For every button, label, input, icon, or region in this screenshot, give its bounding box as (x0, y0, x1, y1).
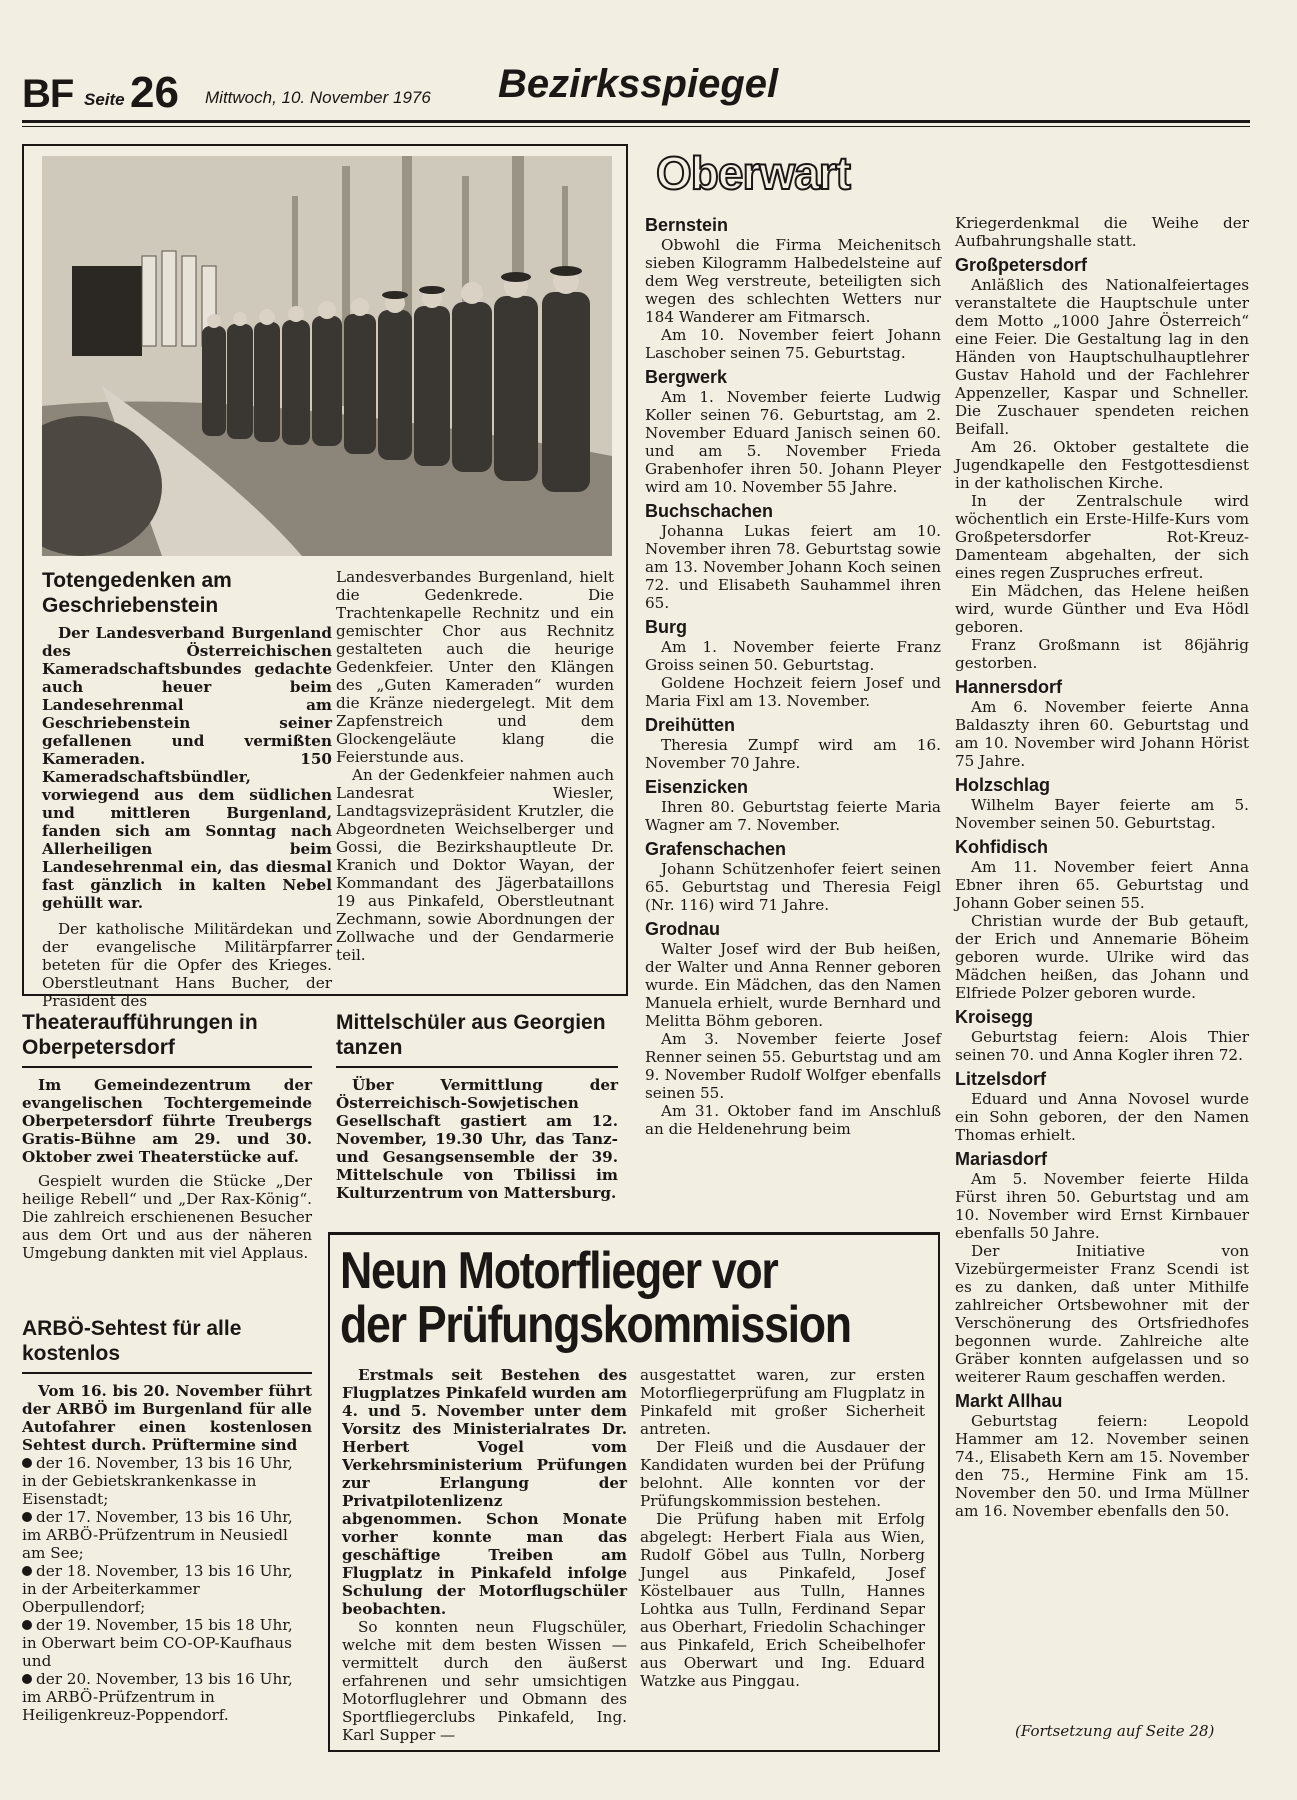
local-news-entry (955, 1148, 1249, 1386)
local-news-entry (645, 918, 941, 1138)
totengedenken-col1 (42, 568, 332, 1010)
totengedenken-col2 (336, 568, 614, 964)
local-news-paragraph: Am 3. November feierte Josef Renner seinen 55. Geburtstag und am 9. November Rudolf Wolfger ebenfalls seinen 55. (645, 1030, 941, 1102)
oberwart-col2-list (955, 214, 1249, 1520)
local-news-paragraph: Franz Großmann ist 86jährig gestorben. (955, 636, 1249, 672)
section-title: Bezirksspiegel (498, 62, 779, 106)
local-news-paragraph: Am 1. November feierte Ludwig Koller seinen 76. Geburtstag, am 2. November Eduard Janisch seinen 60. und am 5. November Frieda Grabenhofer ihren 50. Johann Pleyer wird am 10. November 55 Jahre. (645, 388, 941, 496)
local-news-paragraph: Geburtstag feiern: Leopold Hammer am 12. November seinen 74., Elisabeth Kern am 15. November den 75., Hermine Fink am 15. November den 50. und Irma Müllner am 16. November ebenfalls den 50. (955, 1412, 1249, 1520)
local-news-entry (955, 1390, 1249, 1520)
local-news-paragraph: Johanna Lukas feiert am 10. November ihren 78. Geburtstag sowie am 13. November Johann Koch seinen 72. und Elisabeth Sauhammel ihren 65. (645, 522, 941, 612)
theater-article (22, 1010, 312, 1262)
theater-rule (22, 1066, 312, 1068)
arboe-item: der 20. November, 13 bis 16 Uhr, im ARBÖ-Prüfzentrum in Heiligenkreuz-Poppendorf. (22, 1670, 293, 1724)
local-news-paragraph: Kriegerdenkmal die Weihe der Aufbahrungshalle statt. (955, 214, 1249, 250)
motorflieger-title (340, 1244, 851, 1352)
place-heading: Dreihütten (645, 715, 735, 735)
place-heading: Holzschlag (955, 775, 1051, 795)
local-news-paragraph: Am 10. November feiert Johann Laschober seinen 75. Geburtstag. (645, 326, 941, 362)
bullet-icon (22, 1512, 32, 1522)
bullet-icon (22, 1620, 32, 1630)
place-heading: Kroisegg (955, 1007, 1034, 1027)
local-news-entry (645, 500, 941, 612)
continuation-note: (Fortsetzung auf Seite 28) (1015, 1722, 1215, 1740)
local-news-entry (645, 714, 941, 772)
local-news-paragraph: Walter Josef wird der Bub heißen, der Walter und Anna Renner geboren wurde. Ein Mädchen, das den Namen Manuela erhielt, wurde Bernhard und Melitta Böhm geboren. (645, 940, 941, 1030)
local-news-paragraph: Geburtstag feiern: Alois Thier seinen 70. und Anna Kogler ihren 72. (955, 1028, 1249, 1064)
local-news-paragraph: Anläßlich des Nationalfeiertages veranstaltete die Hauptschule unter dem Motto „1000 Jahre Österreich“ eine Feier. Die Gestaltung lag in den Händen von Hauptschulhauptlehrer Gustav Hahold und der Fachlehrer Appenzeller, Kaspar und Schneller. Die Zuschauer spendeten reichen Beifall. (955, 276, 1249, 438)
header-rule-thin (22, 126, 1250, 127)
local-news-paragraph: Christian wurde der Bub getauft, der Erich und Annemarie Böheim geboren wurde. Ulrike wird das Mädchen heißen, das Johann und Elfriede Polzer geboren wurde. (955, 912, 1249, 1002)
place-heading: Eisenzicken (645, 777, 749, 797)
place-heading: Litzelsdorf (955, 1069, 1047, 1089)
local-news-entry (955, 676, 1249, 770)
local-news-entry (645, 776, 941, 834)
totengedenken-p1: Der katholische Militärdekan und der evangelische Militärpfarrer beteten für die Opfer des Krieges. Oberstleutnant Hans Bucher, der Präsident des (42, 920, 332, 1010)
place-heading: Markt Allhau (955, 1391, 1063, 1411)
local-news-entry (955, 774, 1249, 832)
mittelschueler-title: Mittelschüler aus Georgien tanzen (336, 1011, 606, 1059)
place-heading: Großpetersdorf (955, 255, 1088, 275)
place-heading: Grafenschachen (645, 839, 787, 859)
arboe-title: ARBÖ-Sehtest für alle kostenlos (22, 1317, 242, 1365)
oberwart-col2 (955, 214, 1249, 1520)
local-news-paragraph: Am 31. Oktober fand im Anschluß an die Heldenehrung beim (645, 1102, 941, 1138)
oberwart-title: Oberwart (656, 147, 850, 199)
place-heading: Mariasdorf (955, 1149, 1048, 1169)
theater-title: Theateraufführungen in Oberpetersdorf (22, 1011, 258, 1059)
issue-date: Mittwoch, 10. November 1976 (205, 88, 431, 107)
place-heading: Burg (645, 617, 687, 637)
motorflieger-col1 (342, 1366, 627, 1744)
arboe-rule (22, 1372, 312, 1374)
local-news-paragraph: Theresia Zumpf wird am 16. November 70 Jahre. (645, 736, 941, 772)
local-news-paragraph: Goldene Hochzeit feiern Josef und Maria Fixl am 13. November. (645, 674, 941, 710)
motorflieger-title-line2: der Prüfungskommission (340, 1296, 851, 1354)
totengedenken-lead: Der Landesverband Burgenland des Österreichischen Kameradschaftsbundes gedachte auch heuer beim Landesehrenmal am Geschriebenstein seiner gefallenen und vermißten Kameraden. 150 Kameradschaftsbündler, vorwiegend aus dem südlichen und mittleren Burgenland, fanden sich am Sonntag nach Allerheiligen beim Landesehrenmal ein, das diesmal fast gänzlich in kalten Nebel gehüllt war. (42, 624, 332, 912)
motorflieger-p1-cont: ausgestattet waren, zur ersten Motorfliegerprüfung am Flugplatz in Pinkafeld mit großer Sicherheit antreten. (640, 1366, 925, 1438)
arboe-article (22, 1316, 312, 1724)
local-news-entry (645, 366, 941, 496)
local-news-entry (955, 254, 1249, 672)
local-news-paragraph: In der Zentralschule wird wöchentlich ein Erste-Hilfe-Kurs vom Großpetersdorfer Rot-Kreuz-Damenteam abgehalten, der sich eines regen Zuspruches erfreut. (955, 492, 1249, 582)
place-heading: Hannersdorf (955, 677, 1063, 697)
masthead-logo: BF (22, 72, 74, 116)
totengedenken-title: Totengedenken am Geschriebenstein (42, 569, 232, 617)
motorflieger-lead: Erstmals seit Bestehen des Flugplatzes Pinkafeld wurden am 4. und 5. November unter dem Vorsitz des Ministerialrates Dr. Herbert Vogel vom Verkehrsministerium Prüfungen zur Erlangung der Privatpilotenlizenz abgenommen. Schon Monate vorher konnte man das geschäftige Treiben am Flugplatz in Pinkafeld infolge Schulung der Motorflugschüler beobachten. (342, 1366, 627, 1618)
memorial-photo (42, 156, 612, 556)
totengedenken-p2: An der Gedenkfeier nahmen auch Landesrat Wiesler, Landtagsvizepräsident Krutzler, die Abgeordneten Weichselberger und Gossi, die Bezirkshauptleute Dr. Kranich und Doktor Wayan, der Kommandant des Jägerbataillons 19 aus Pinkafeld, Oberstleutnant Zechmann, sowie Abordnungen der Zollwache und der Gendarmerie teil. (336, 766, 614, 964)
arboe-item: der 19. November, 15 bis 18 Uhr, in Oberwart beim CO-OP-Kaufhaus und (22, 1616, 293, 1670)
place-heading: Kohfidisch (955, 837, 1048, 857)
local-news-entry (955, 214, 1249, 250)
local-news-entry (645, 616, 941, 710)
bullet-icon (22, 1566, 32, 1576)
local-news-paragraph: Johann Schützenhofer feiert seinen 65. Geburtstag und Theresia Feigl (Nr. 116) wird 71 Jahre. (645, 860, 941, 914)
local-news-paragraph: Der Initiative von Vizebürgermeister Franz Scendi ist es zu danken, daß unter Mithilfe zahlreicher Ortsbewohner mit der Verschönerung des Ortsfriedhofes begonnen wurde. Zahlreiche alte Gräber konnten aufgelassen und so weiterer Raum geschaffen werden. (955, 1242, 1249, 1386)
local-news-paragraph: Eduard und Anna Novosel wurde ein Sohn geboren, der den Namen Thomas erhielt. (955, 1090, 1249, 1144)
motorflieger-title-line1: Neun Motorflieger vor (340, 1242, 778, 1300)
local-news-paragraph: Wilhelm Bayer feierte am 5. November seinen 50. Geburtstag. (955, 796, 1249, 832)
motorflieger-p3: Die Prüfung haben mit Erfolg abgelegt: Herbert Fiala aus Wien, Rudolf Göbel aus Tulln, Norberg Jungel aus Pinkafeld, Josef Köstelbauer aus Tulln, Hannes Lohtka aus Tulln, Ferdinand Separ aus Oberhart, Friedolin Schachinger aus Pinkafeld, Erich Scheibelhofer aus Oberwart und Ing. Eduard Watzke aus Pinggau. (640, 1510, 925, 1690)
motorflieger-p2: Der Fleiß und die Ausdauer der Kandidaten wurden bei der Prüfung belohnt. Alle konnten vor der Prüfungskommission bestehen. (640, 1438, 925, 1510)
place-heading: Buchschachen (645, 501, 774, 521)
local-news-entry (955, 1068, 1249, 1144)
place-heading: Bernstein (645, 215, 729, 235)
local-news-entry (955, 1006, 1249, 1064)
place-heading: Bergwerk (645, 367, 728, 387)
local-news-paragraph: Ihren 80. Geburtstag feierte Maria Wagner am 7. November. (645, 798, 941, 834)
local-news-paragraph: Am 6. November feierte Anna Baldaszty ihren 60. Geburtstag und am 10. November wird Johann Hörist 75 Jahre. (955, 698, 1249, 770)
theater-lead: Im Gemeindezentrum der evangelischen Tochtergemeinde Oberpetersdorf führte Treubergs Gratis-Bühne am 29. und 30. Oktober zwei Theaterstücke auf. (22, 1076, 312, 1166)
local-news-paragraph: Am 11. November feiert Anna Ebner ihren 65. Geburtstag und Johann Gober seinen 55. (955, 858, 1249, 912)
oberwart-col1 (645, 210, 941, 1138)
oberwart-col1-list (645, 214, 941, 1138)
local-news-paragraph: Am 26. Oktober gestaltete die Jugendkapelle den Festgottesdienst in der katholischen Kirche. (955, 438, 1249, 492)
local-news-entry (955, 836, 1249, 1002)
local-news-paragraph: Obwohl die Firma Meichenitsch sieben Kilogramm Halbedelsteine auf dem Weg verstreute, beteiligten sich wegen des schlechten Wetters nur 184 Wanderer am Fitmarsch. (645, 236, 941, 326)
local-news-paragraph: Am 5. November feierte Hilda Fürst ihren 50. Geburtstag und am 10. November wird Ernst Kirnbauer ebenfalls 50 Jahre. (955, 1170, 1249, 1242)
local-news-paragraph: Am 1. November feierte Franz Groiss seinen 50. Geburtstag. (645, 638, 941, 674)
local-news-entry (645, 838, 941, 914)
motorflieger-p1: So konnten neun Flugschüler, welche mit dem besten Wissen — vermittelt durch den äußerst erfahrenen und sehr umsichtigen Motorfluglehrer und Obmann des Sportfliegerclubs Pinkafeld, Ing. Karl Supper — (342, 1618, 627, 1744)
theater-p1: Gespielt wurden die Stücke „Der heilige Rebell“ und „Der Rax-König“. Die zahlreich erschienenen Besucher aus dem Ort und aus der näheren Umgebung dankten mit viel Applaus. (22, 1172, 312, 1262)
header-rule (22, 120, 1250, 123)
mittelschueler-article (336, 1010, 618, 1202)
page-label: Seite (84, 90, 125, 109)
arboe-item: der 16. November, 13 bis 16 Uhr, in der Gebietskrankenkasse in Eisenstadt; (22, 1454, 293, 1508)
totengedenken-p1-cont: Landesverbandes Burgenland, hielt die Gedenkrede. Die Trachtenkapelle Rechnitz und ein gemischter Chor aus Rechnitz gestalteten auch die heurige Gedenkfeier. Unter den Klängen des „Guten Kameraden“ wurden die Kränze niedergelegt. Mit dem Zapfenstreich und dem Glockengeläute klang die Feierstunde aus. (336, 568, 614, 766)
arboe-item: der 17. November, 13 bis 16 Uhr, im ARBÖ-Prüfzentrum in Neusiedl am See; (22, 1508, 293, 1562)
mittelschueler-rule (336, 1066, 618, 1068)
local-news-entry (645, 214, 941, 362)
arboe-item: der 18. November, 13 bis 16 Uhr, in der Arbeiterkammer Oberpullendorf; (22, 1562, 293, 1616)
arboe-lead: Vom 16. bis 20. November führt der ARBÖ im Burgenland für alle Autofahrer einen kostenlosen Sehtest durch. Prüftermine sind (22, 1382, 312, 1454)
bullet-icon (22, 1458, 32, 1468)
local-news-paragraph: Ein Mädchen, das Helene heißen wird, wurde Günther und Eva Hödl geboren. (955, 582, 1249, 636)
mittelschueler-lead: Über Vermittlung der Österreichisch-Sowjetischen Gesellschaft gastiert am 12. November, 19.30 Uhr, das Tanz- und Gesangsensemble der 39. Mittelschule von Tbilissi im Kulturzentrum von Mattersburg. (336, 1076, 618, 1202)
place-heading: Grodnau (645, 919, 720, 939)
motorflieger-col2 (640, 1366, 925, 1690)
page-number: 26 (130, 68, 179, 117)
bullet-icon (22, 1674, 32, 1684)
